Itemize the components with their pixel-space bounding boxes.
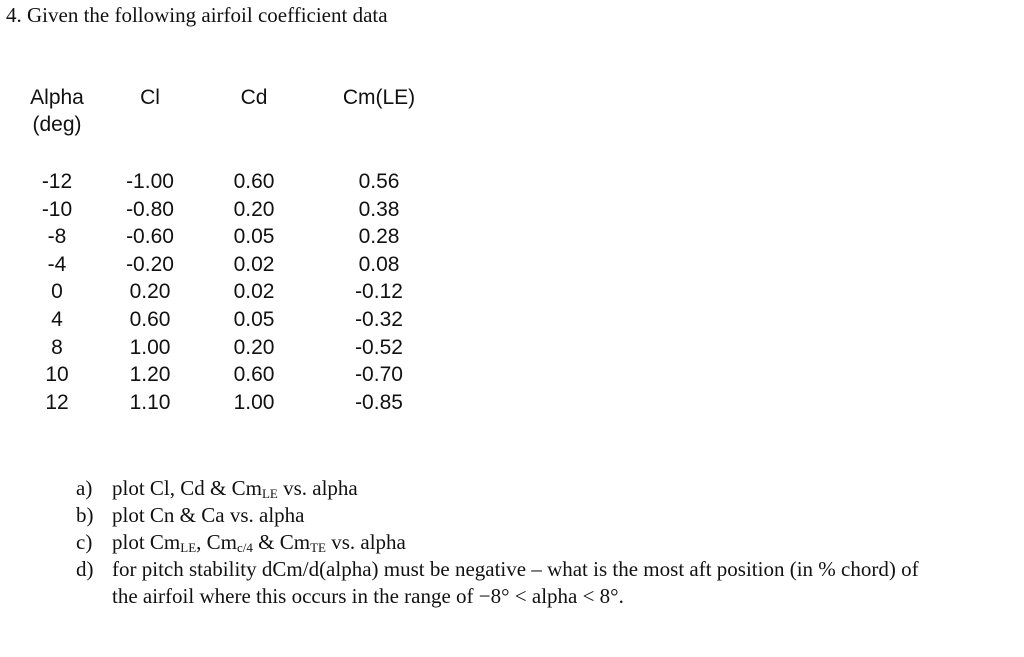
task-c-pre: plot Cm bbox=[112, 530, 181, 554]
cell-cm: -0.32 bbox=[355, 307, 403, 331]
header-alpha-label: Alpha bbox=[30, 86, 84, 109]
task-c bbox=[76, 529, 942, 556]
cell-alpha: -12 bbox=[41, 170, 73, 193]
task-b-marker: b) bbox=[76, 503, 94, 527]
task-a-text bbox=[112, 475, 942, 502]
task-c-marker: c) bbox=[76, 530, 93, 554]
cell-alpha: -10 bbox=[41, 197, 73, 221]
task-list bbox=[76, 475, 942, 610]
cell-cl: 1.00 bbox=[129, 335, 171, 359]
table-header bbox=[18, 84, 454, 168]
cell-cm: 0.28 bbox=[358, 225, 400, 249]
table-row bbox=[18, 361, 454, 389]
cell-cl: 1.10 bbox=[129, 390, 171, 414]
table-row bbox=[18, 278, 454, 306]
cell-cd: 0.05 bbox=[233, 307, 275, 331]
cell-cl: 1.20 bbox=[129, 363, 171, 387]
task-c-sub1: LE bbox=[180, 540, 197, 555]
cell-alpha: -8 bbox=[47, 225, 67, 249]
cell-cd: 1.00 bbox=[233, 390, 275, 414]
task-d bbox=[76, 556, 942, 610]
table-row bbox=[18, 196, 454, 224]
header-row bbox=[18, 84, 454, 168]
cell-cm: -0.52 bbox=[355, 335, 403, 359]
cell-cl: -0.60 bbox=[126, 225, 174, 249]
task-c-mid2: & Cm bbox=[252, 530, 311, 554]
task-c-mid1: , Cm bbox=[196, 530, 237, 554]
cell-alpha: -4 bbox=[47, 252, 67, 276]
cell-cd: 0.02 bbox=[233, 280, 275, 304]
cell-cm: 0.56 bbox=[358, 170, 400, 193]
header-alpha bbox=[18, 84, 96, 168]
task-c-sub2: c/4 bbox=[237, 540, 253, 555]
header-cl: Cl bbox=[140, 86, 160, 109]
task-c-post: vs. alpha bbox=[325, 530, 406, 554]
task-c-text bbox=[112, 529, 942, 556]
cell-cd: 0.02 bbox=[233, 252, 275, 276]
cell-alpha: 4 bbox=[51, 307, 63, 331]
header-alpha-unit: (deg) bbox=[32, 113, 82, 136]
task-b-text: plot Cn & Ca vs. alpha bbox=[112, 503, 305, 527]
cell-alpha: 12 bbox=[45, 390, 69, 414]
cell-cm: 0.08 bbox=[358, 252, 400, 276]
table-row bbox=[18, 168, 454, 196]
cell-alpha: 8 bbox=[51, 335, 63, 359]
header-cm: Cm(LE) bbox=[342, 86, 416, 109]
cell-alpha: 0 bbox=[51, 280, 63, 304]
task-d-marker: d) bbox=[76, 557, 94, 581]
table-row bbox=[18, 223, 454, 251]
cell-cl: 0.20 bbox=[129, 280, 171, 304]
cell-cd: 0.60 bbox=[233, 363, 275, 387]
task-c-sub3: TE bbox=[310, 540, 326, 555]
cell-cm: 0.38 bbox=[358, 197, 400, 221]
cell-cd: 0.05 bbox=[233, 225, 275, 249]
cell-cl: -0.80 bbox=[126, 197, 174, 221]
cell-cd: 0.20 bbox=[233, 335, 275, 359]
cell-cd: 0.60 bbox=[233, 170, 275, 193]
cell-cl: -1.00 bbox=[126, 170, 174, 193]
task-a-pre: plot Cl, Cd & Cm bbox=[112, 476, 262, 500]
question-title: 4. Given the following airfoil coefficient data bbox=[6, 3, 388, 27]
task-a-post: vs. alpha bbox=[277, 476, 358, 500]
task-a-sub: LE bbox=[261, 486, 278, 501]
cell-alpha: 10 bbox=[45, 363, 69, 387]
cell-cl: 0.60 bbox=[129, 307, 171, 331]
table-body bbox=[18, 168, 454, 416]
task-b bbox=[76, 502, 942, 529]
header-cd: Cd bbox=[240, 86, 268, 109]
table-row bbox=[18, 389, 454, 417]
table-row bbox=[18, 334, 454, 362]
coefficient-table bbox=[18, 84, 454, 416]
table-row bbox=[18, 251, 454, 279]
cell-cm: -0.70 bbox=[355, 363, 403, 387]
cell-cm: -0.85 bbox=[355, 390, 403, 414]
task-a-marker: a) bbox=[76, 476, 93, 500]
task-d-text: for pitch stability dCm/d(alpha) must be negative – what is the most aft position (in % chord) of the airfoil where this occurs in the range of −8° < alpha < 8°. bbox=[112, 557, 919, 608]
cell-cl: -0.20 bbox=[126, 252, 174, 276]
task-a bbox=[76, 475, 942, 502]
table-row bbox=[18, 306, 454, 334]
cell-cd: 0.20 bbox=[233, 197, 275, 221]
cell-cm: -0.12 bbox=[355, 280, 403, 304]
